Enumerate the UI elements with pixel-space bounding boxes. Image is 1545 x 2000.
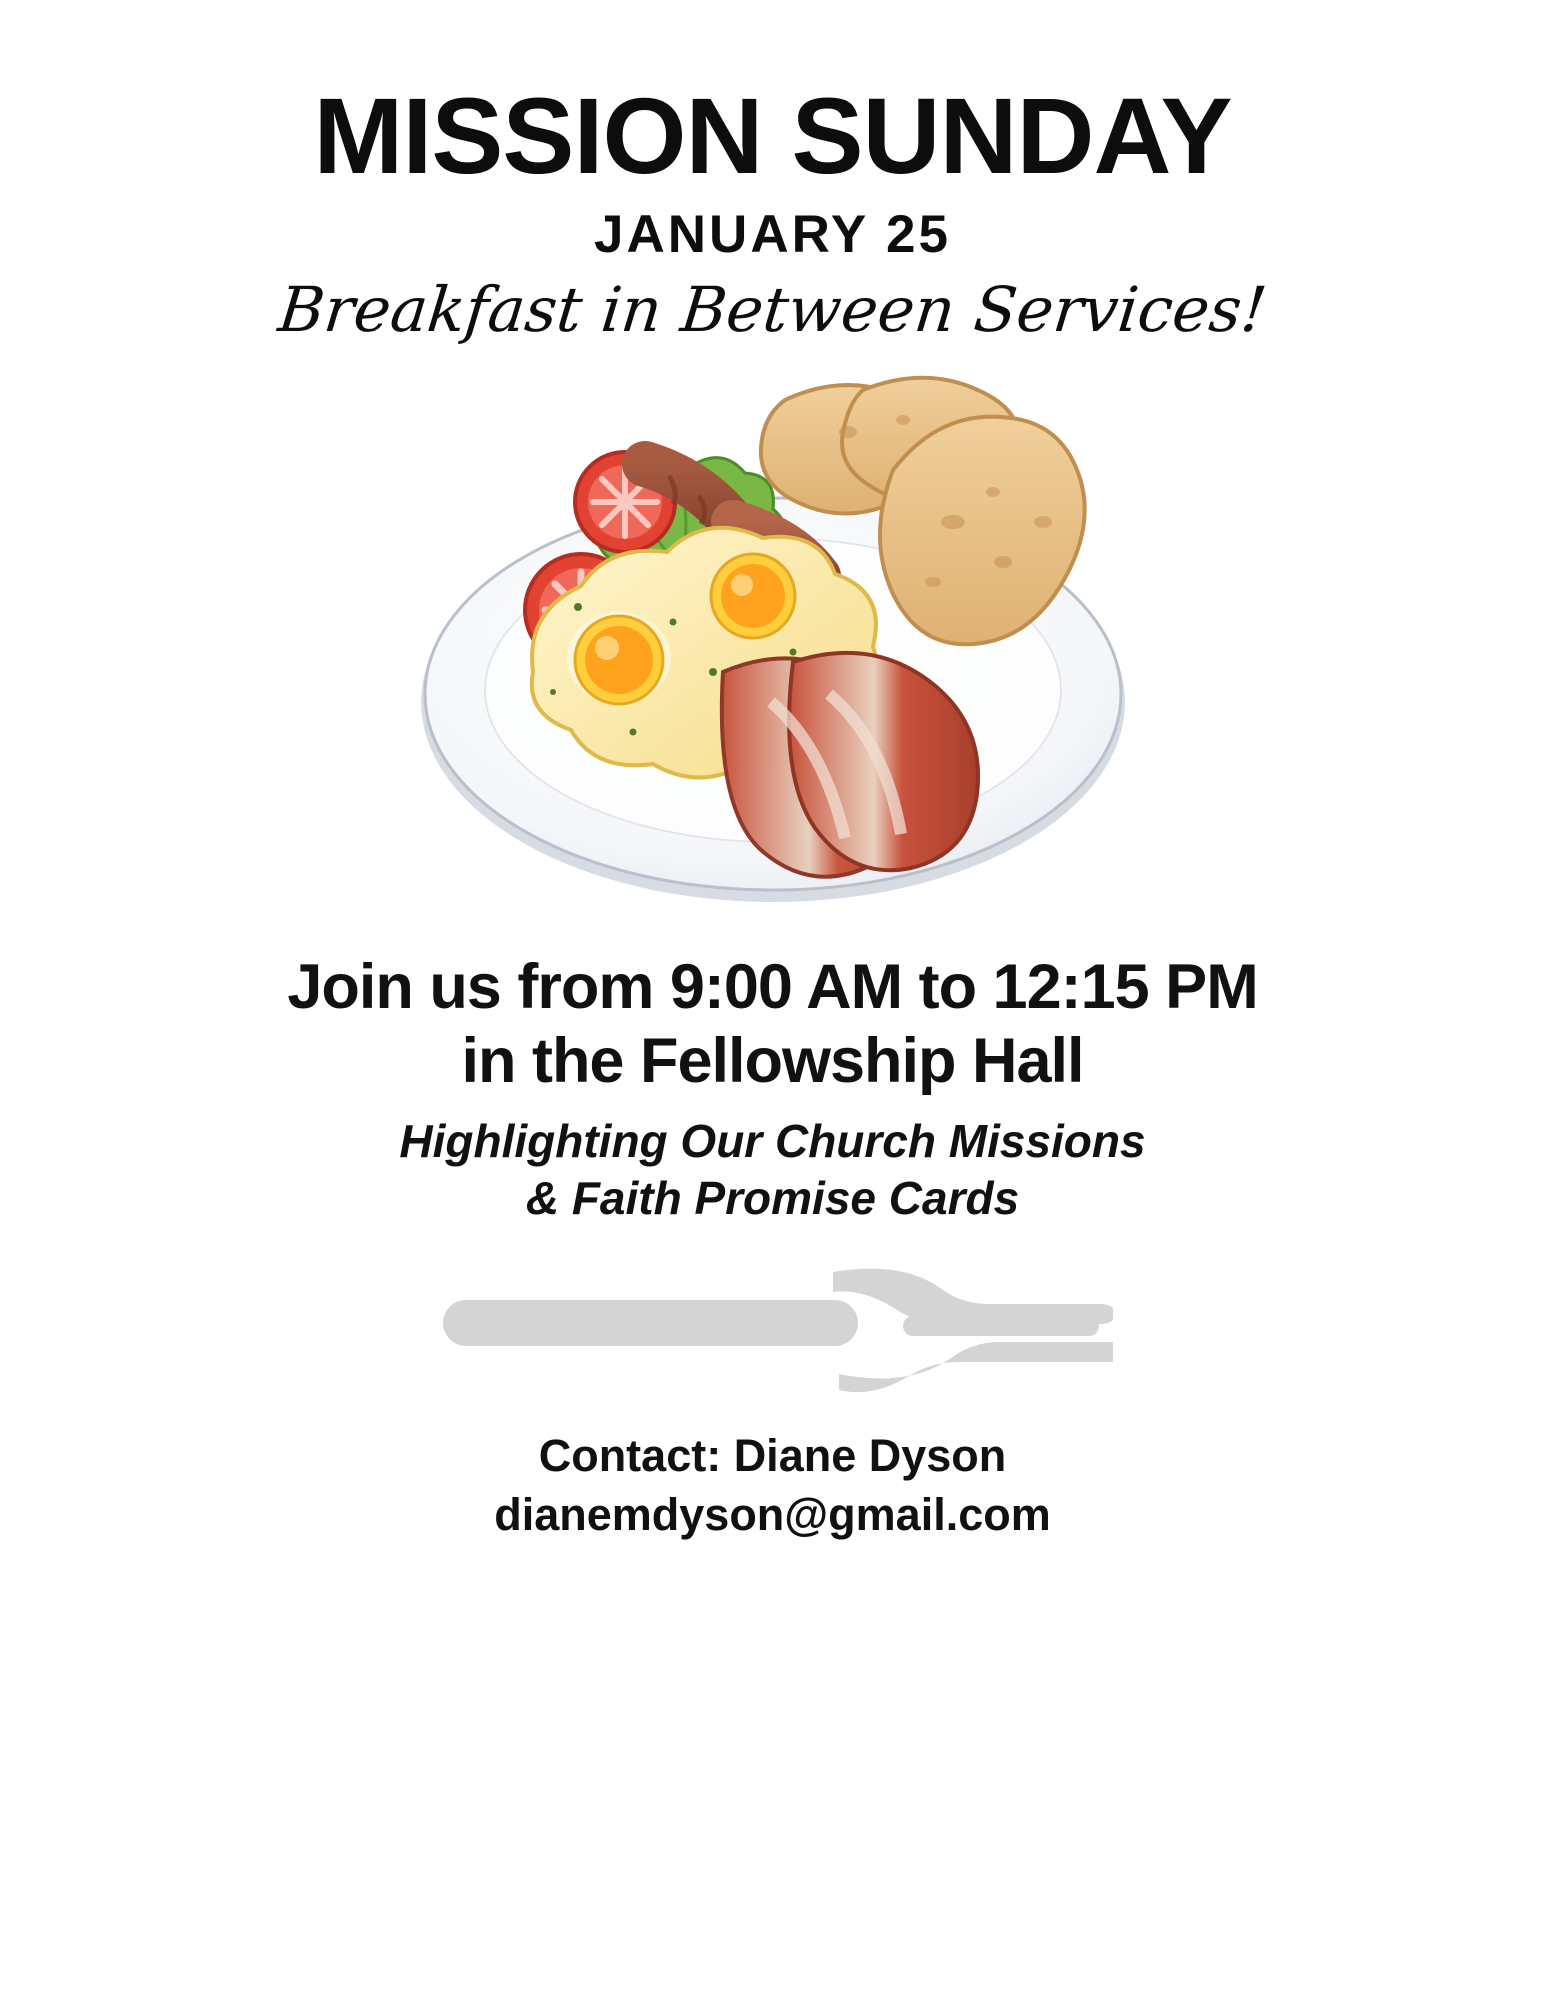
contact-name: Contact: Diane Dyson [538, 1429, 1007, 1481]
fork-icon [433, 1254, 1113, 1404]
highlight-line-2: & Faith Promise Cards [525, 1172, 1020, 1225]
contact-info [494, 1426, 1051, 1545]
page-title: MISSION SUNDAY [313, 75, 1232, 196]
highlight-line-1: Highlighting Our Church Missions [399, 1114, 1146, 1167]
event-info [287, 950, 1257, 1099]
contact-email[interactable]: dianemdyson@gmail.com [494, 1489, 1051, 1541]
event-location-line: in the Fellowship Hall [461, 1026, 1084, 1097]
event-tagline: Breakfast in Between Services! [275, 273, 1270, 346]
breakfast-plate-illustration [393, 372, 1153, 932]
event-date: JANUARY 25 [594, 205, 951, 264]
event-time-line: Join us from 9:00 AM to 12:15 PM [287, 952, 1258, 1022]
event-highlight [399, 1113, 1145, 1228]
